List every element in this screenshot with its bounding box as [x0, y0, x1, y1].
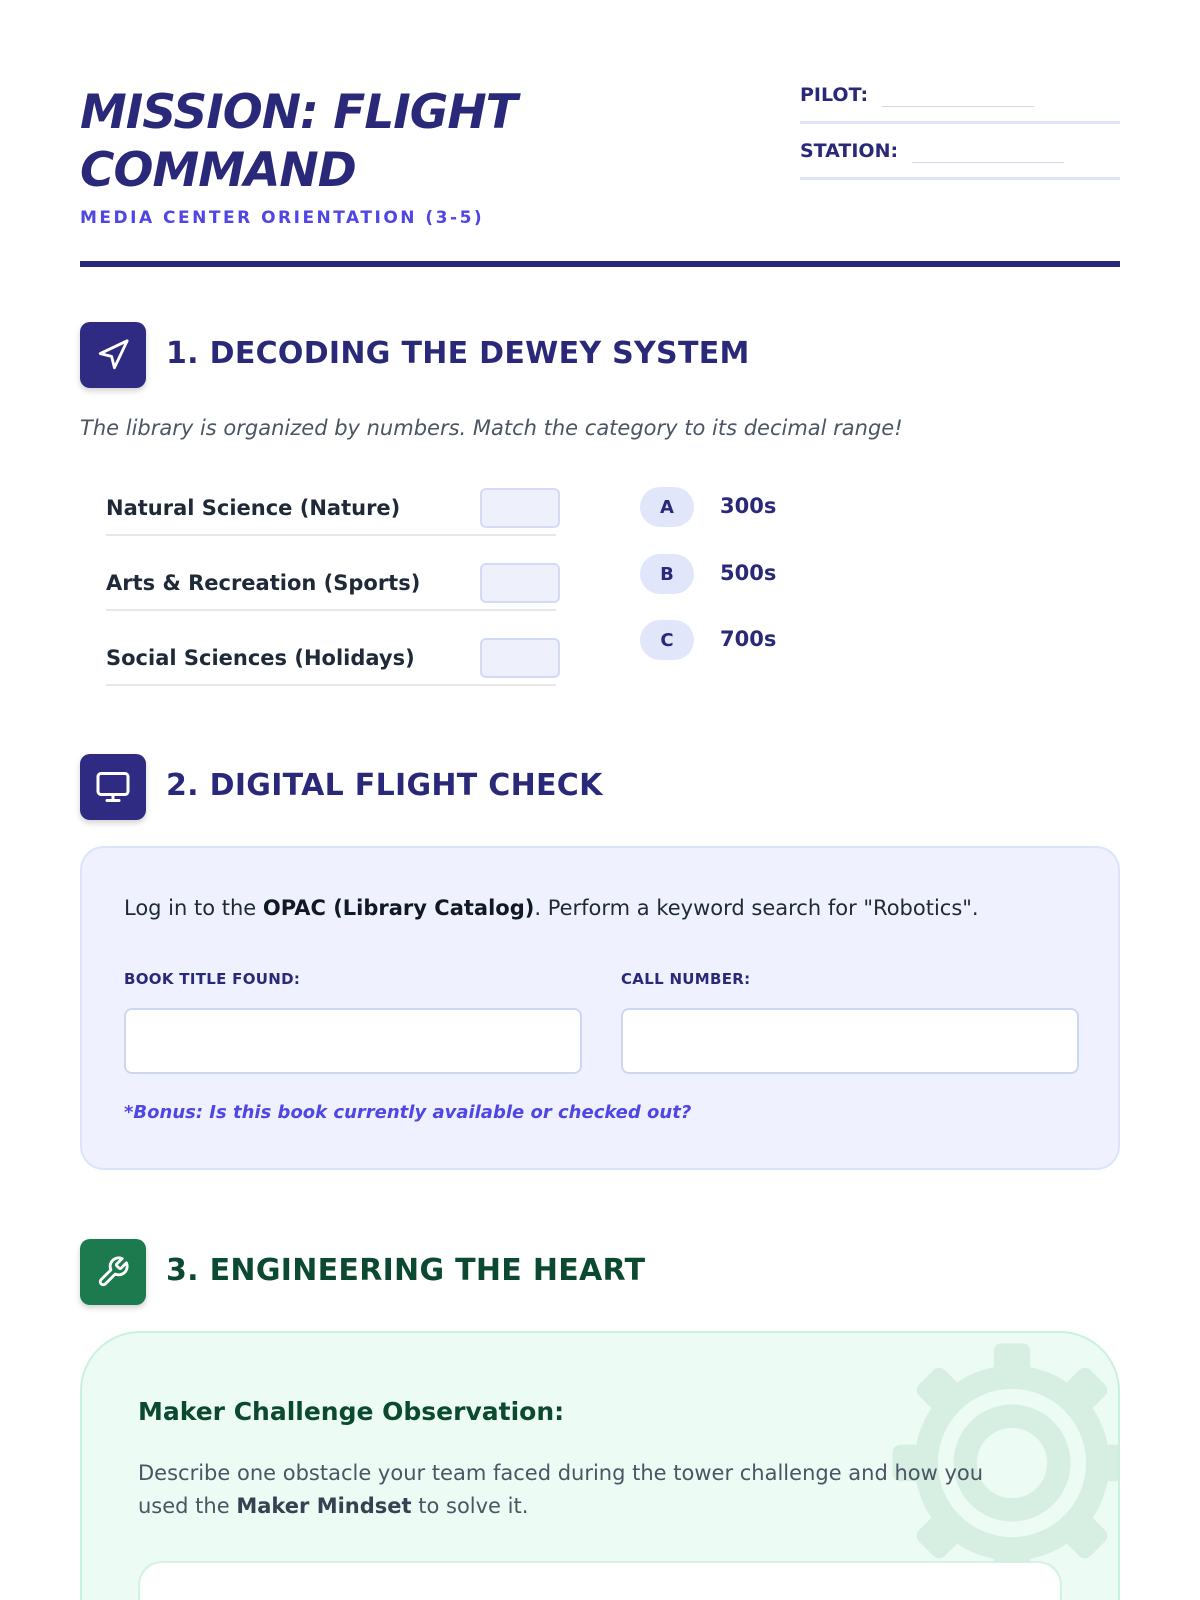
- pilot-underline: [882, 106, 1034, 107]
- section-engineering-title: 3. ENGINEERING THE HEART: [166, 1253, 646, 1288]
- match-row: [106, 486, 556, 536]
- match-row: [106, 636, 556, 686]
- call-number-input[interactable]: [621, 1008, 1079, 1074]
- category-label: Arts & Recreation (Sports): [106, 571, 421, 595]
- option-letter-badge: C: [640, 620, 694, 660]
- option-range: 700s: [720, 627, 777, 651]
- category-label: Natural Science (Nature): [106, 496, 401, 520]
- section-dewey-title: 1. DECODING THE DEWEY SYSTEM: [166, 336, 750, 371]
- option-range: 500s: [720, 561, 777, 585]
- maker-heading: Maker Challenge Observation:: [138, 1397, 565, 1426]
- maker-challenge-card: [80, 1331, 1120, 1600]
- station-underline: [912, 162, 1064, 163]
- category-label: Social Sciences (Holidays): [106, 646, 415, 670]
- section-digital-title: 2. DIGITAL FLIGHT CHECK: [166, 768, 603, 803]
- maker-prompt: Describe one obstacle your team faced during the tower challenge and how you used the Maker Mindset to solve it.: [138, 1461, 984, 1518]
- section-digital-header: [80, 754, 1120, 820]
- maker-mindset-bold: Maker Mindset: [236, 1494, 412, 1518]
- opac-bold: OPAC (Library Catalog): [262, 896, 535, 920]
- section-dewey-header: [80, 322, 1120, 388]
- pilot-label: PILOT:: [800, 84, 869, 106]
- wrench-icon: [80, 1239, 146, 1305]
- monitor-icon: [80, 754, 146, 820]
- station-field[interactable]: [800, 140, 1120, 180]
- maker-answer-box[interactable]: [138, 1561, 1062, 1600]
- opac-instruction: Log in to the OPAC (Library Catalog). Perform a keyword search for "Robotics".: [124, 896, 979, 920]
- header-divider: [80, 261, 1120, 267]
- station-label: STATION:: [800, 140, 899, 162]
- bonus-question: *Bonus: Is this book currently available or checked out?: [124, 1102, 692, 1123]
- worksheet-page: [80, 0, 1120, 1600]
- option-c: [640, 620, 840, 660]
- book-title-input[interactable]: [124, 1008, 582, 1074]
- option-letter-badge: B: [640, 554, 694, 594]
- dewey-intro: The library is organized by numbers. Match the category to its decimal range!: [80, 416, 903, 440]
- answer-box[interactable]: [480, 488, 560, 528]
- option-range: 300s: [720, 494, 777, 518]
- match-row: [106, 561, 556, 611]
- page-subtitle: MEDIA CENTER ORIENTATION (3-5): [80, 208, 485, 228]
- answer-box[interactable]: [480, 563, 560, 603]
- answer-box[interactable]: [480, 638, 560, 678]
- option-b: [640, 554, 840, 594]
- digital-check-card: [80, 846, 1120, 1170]
- option-letter-badge: A: [640, 487, 694, 527]
- call-number-label: CALL NUMBER:: [621, 970, 751, 988]
- section-engineering-header: [80, 1239, 1120, 1305]
- book-title-label: BOOK TITLE FOUND:: [124, 970, 301, 988]
- page-title: MISSION: FLIGHT COMMAND: [80, 85, 517, 198]
- paper-plane-icon: [80, 322, 146, 388]
- option-a: [640, 487, 840, 527]
- pilot-field[interactable]: [800, 84, 1120, 124]
